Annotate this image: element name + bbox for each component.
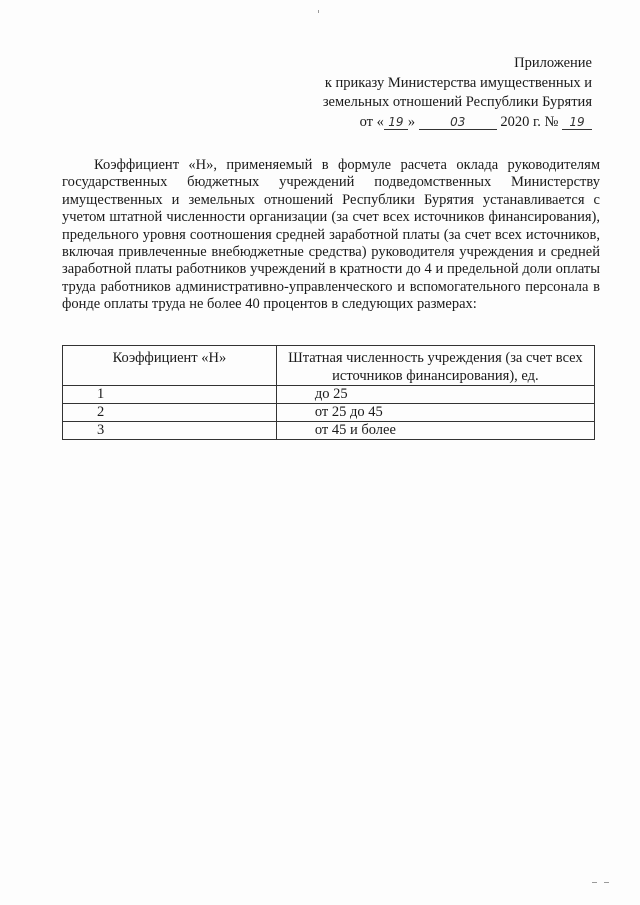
table-header-staff-count: Штатная численность учреждения (за счет всех источников финансирования), ед. bbox=[276, 346, 594, 386]
table-cell-coefficient: 3 bbox=[63, 422, 277, 440]
table-cell-coefficient: 1 bbox=[63, 386, 277, 404]
date-mid: » bbox=[407, 113, 416, 130]
scan-speck bbox=[604, 882, 609, 883]
table-row bbox=[63, 404, 595, 422]
table-header-row bbox=[63, 346, 595, 386]
date-year: 2020 г. № bbox=[500, 113, 559, 130]
table-header-coefficient: Коэффициент «Н» bbox=[63, 346, 277, 386]
table-cell-staff-range: от 25 до 45 bbox=[276, 404, 594, 422]
header-ministry-line: земельных отношений Республики Бурятия bbox=[322, 94, 592, 110]
table-cell-coefficient: 2 bbox=[63, 404, 277, 422]
table-cell-staff-range: от 45 и более bbox=[276, 422, 594, 440]
header-date-line bbox=[323, 113, 592, 133]
approval-header bbox=[323, 54, 592, 132]
table-row bbox=[63, 386, 595, 404]
date-day-handwritten: 19 bbox=[384, 115, 408, 130]
header-order-line: к приказу Министерства имущественных и bbox=[324, 74, 592, 91]
scan-speck bbox=[318, 10, 319, 13]
coefficient-table bbox=[62, 345, 595, 440]
table-row bbox=[63, 422, 595, 440]
date-month-handwritten: 03 bbox=[419, 115, 497, 130]
table-cell-staff-range: до 25 bbox=[276, 386, 594, 404]
body-paragraph: Коэффициент «Н», применяемый в формуле расчета оклада руководителям государственных бюджетных учреждений подведомственных Министерству имущественных и земельных отношений Республики Бурятия устанавливается с учетом штатной численности организации (за счет всех источников финансирования), предельного уровня соотношения средней заработной платы (за счет всех источников, включая привлеченные внебюджетные средства) руководителя учреждения и средней заработной платы работников учреждений в кратности до 4 и предельной доли оплаты труда работников административно-управленческого и вспомогательного персонала в фонде оплаты труда не более 40 процентов в следующих размерах: bbox=[62, 157, 600, 313]
header-title: Приложение bbox=[514, 55, 592, 71]
order-number-handwritten: 19 bbox=[562, 115, 592, 130]
date-prefix: от « bbox=[359, 113, 384, 130]
scan-speck bbox=[592, 882, 597, 883]
